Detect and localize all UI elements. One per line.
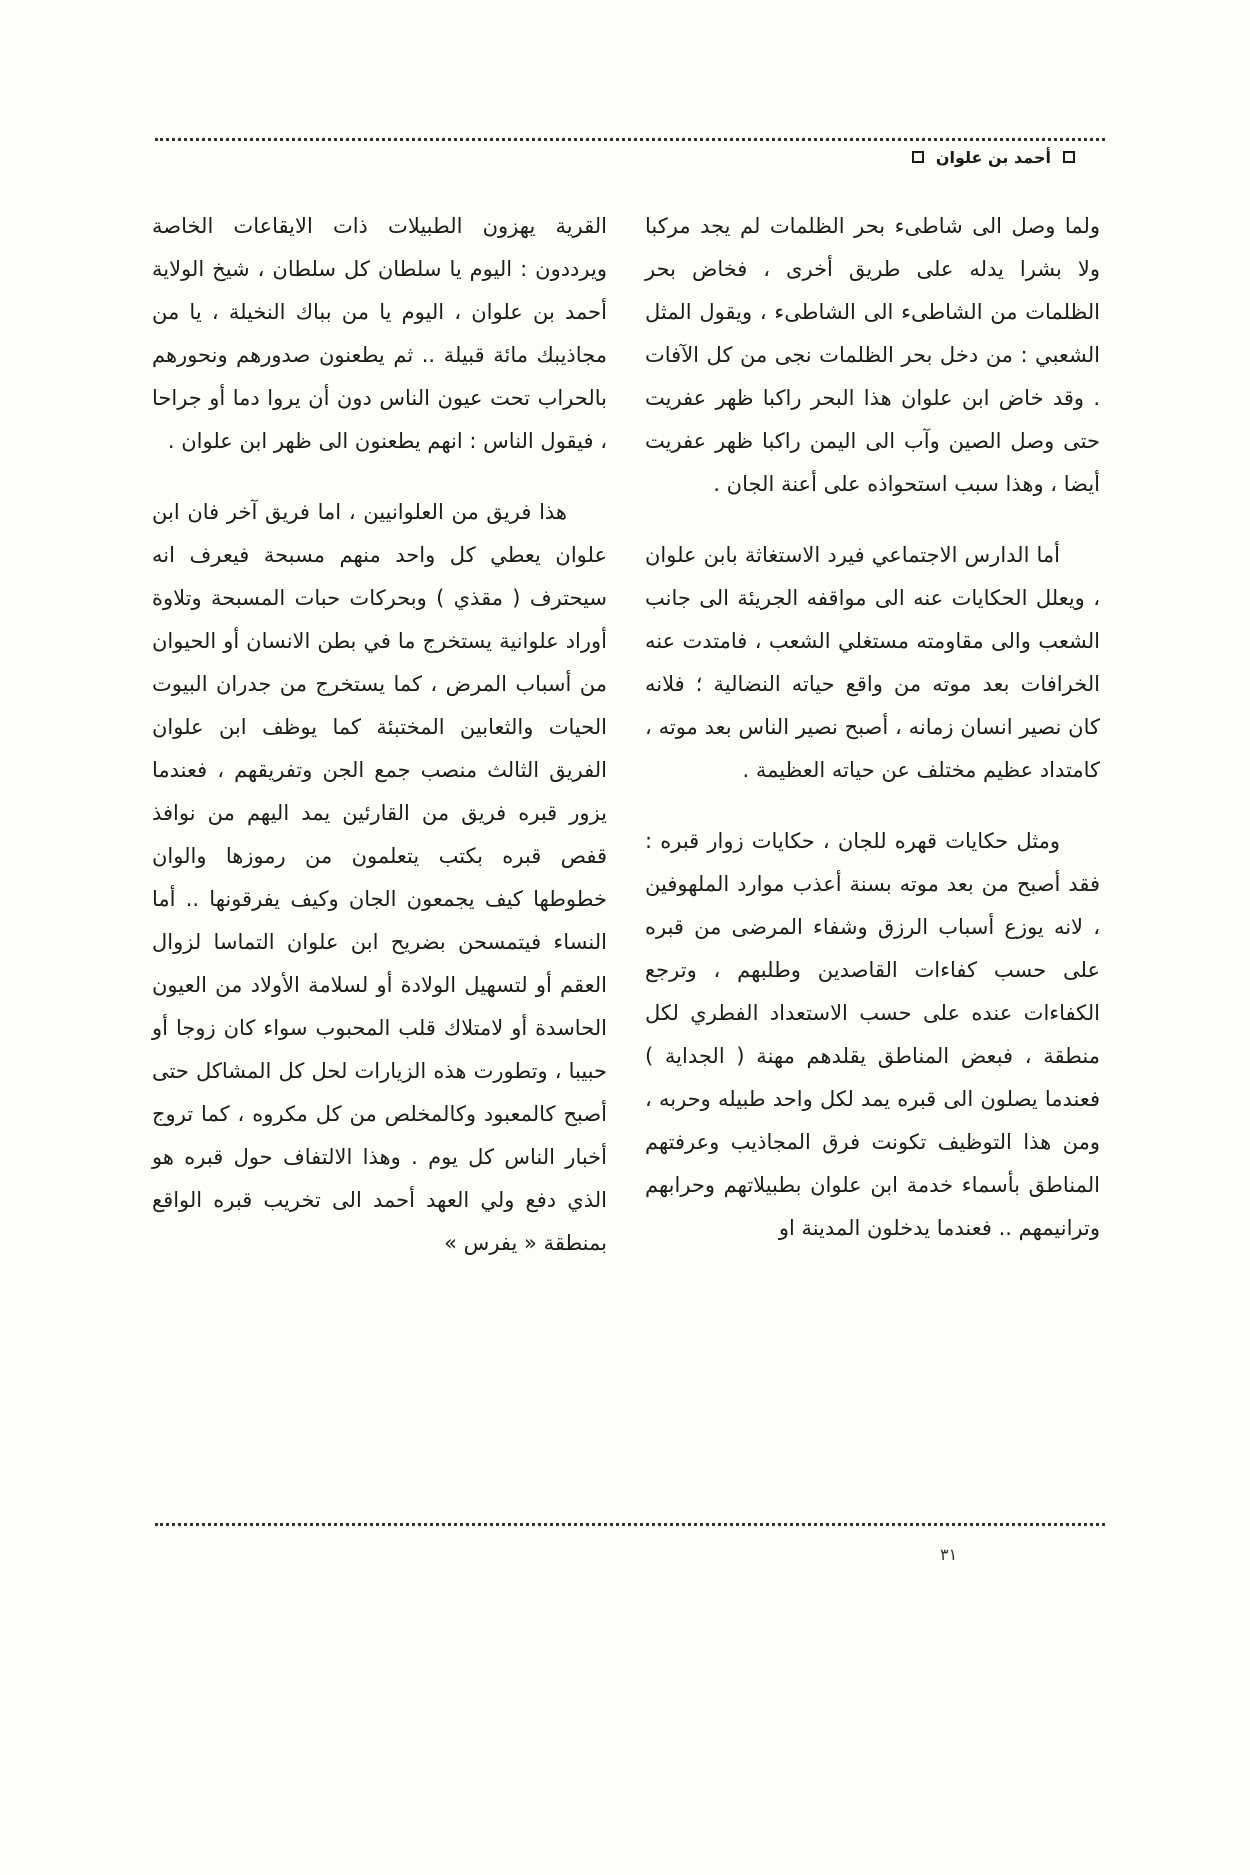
- paragraph: ومثل حكايات قهره للجان ، حكايات زوار قبره : فقد أصبح من بعد موته بسنة أعذب موارد الملهوفين ، لانه يوزع أسباب الرزق وشفاء المرضى من قبره على حسب كفاءات القاصدين وطلبهم ، وترجع الكفاءات عنده على حسب الاستعداد الفطري لكل منطقة ، فبعض المناطق يقلدهم مهنة ( الجداية ) فعندما يصلون الى قبره يمد لكل واحد طبيله وحربه ، ومن هذا التوظيف تكونت فرق المجاذيب وعرفتهم المناطق بأسماء خدمة ابن علوان بطبيلاتهم وحرابهم وترانيمهم .. فعندما يدخلون المدينة او: [645, 829, 1100, 1240]
- bottom-divider: [155, 1523, 1105, 1526]
- paragraph: القرية يهزون الطبيلات ذات الايقاعات الخاصة ويرددون : اليوم يا سلطان كل سلطان ، شيخ الولاية أحمد بن علوان ، اليوم يا من بباك النخيلة ، يا من مجاذيبك مائة قبيلة .. ثم يطعنون صدورهم ونحورهم بالحراب تحت عيون الناس دون أن يروا دما أو جراحا ، فيقول الناس : انهم يطعنون الى ظهر ابن علوان .: [152, 214, 607, 453]
- paragraph: هذا فريق من العلوانيين ، اما فريق آخر فان ابن علوان يعطي كل واحد منهم مسبحة فيعرف انه سيحترف ( مقذي ) وبحركات حبات المسبحة وتلاوة أوراد علوانية يستخرج ما في بطن الانسان أو الحيوان من أسباب المرض ، كما يستخرج من جدران البيوت الحيات والثعابين المختبئة كما يوظف ابن علوان الفريق الثالث منصب جمع الجن وتفريقهم ، فعندما يزور قبره فريق من القارئين يمد اليهم من نوافذ قفص قبره بكتب يتعلمون من رموزها والوان خطوطها كيف يجمعون الجان وكيف يفرقونها .. أما النساء فيتمسحن بضريح ابن علوان التماسا لزوال العقم أو لتسهيل الولادة أو لسلامة الأولاد من العيون الحاسدة أو لامتلاك قلب المحبوب سواء كان زوجا أو حبيبا ، وتطورت هذه الزيارات لحل كل المشاكل حتى أصبح كالمعبود وكالمخلص من كل مكروه ، كما تروج أخبار الناس كل يوم . وهذا الالتفاف حول قبره هو الذي دفع ولي العهد أحمد الى تخريب قبره الواقع بمنطقة « يفرس »: [152, 500, 607, 1255]
- square-bullet-icon: [912, 151, 924, 163]
- page-footer: [940, 1545, 957, 1564]
- right-column: [645, 205, 1100, 1278]
- running-header: [912, 142, 1075, 172]
- square-bullet-icon: [1063, 151, 1075, 163]
- header-title: أحمد بن علوان: [935, 147, 1051, 167]
- paragraph: ولما وصل الى شاطىء بحر الظلمات لم يجد مركبا ولا بشرا يدله على طريق أخرى ، فخاض بحر الظلمات من الشاطىء الى الشاطىء ، ويقول المثل الشعبي : من دخل بحر الظلمات نجى من كل الآفات . وقد خاض ابن علوان هذا البحر راكبا ظهر عفريت حتى وصل الصين وآب الى اليمن راكبا ظهر عفريت أيضا ، وهذا سبب استحواذه على أعنة الجان .: [645, 214, 1100, 496]
- paragraph: أما الدارس الاجتماعي فيرد الاستغاثة بابن علوان ، ويعلل الحكايات عنه الى مواقفه الجريئة الى جانب الشعب والى مقاومته مستغلي الشعب ، فامتدت عنه الخرافات بعد موته من واقع حياته النضالية ؛ فلانه كان نصير انسان زمانه ، أصبح نصير الناس بعد موته ، كامتداد عظيم مختلف عن حياته العظيمة .: [645, 543, 1100, 782]
- left-column: [152, 205, 607, 1293]
- page-number: ٣١: [940, 1545, 958, 1564]
- top-divider: [155, 138, 1105, 141]
